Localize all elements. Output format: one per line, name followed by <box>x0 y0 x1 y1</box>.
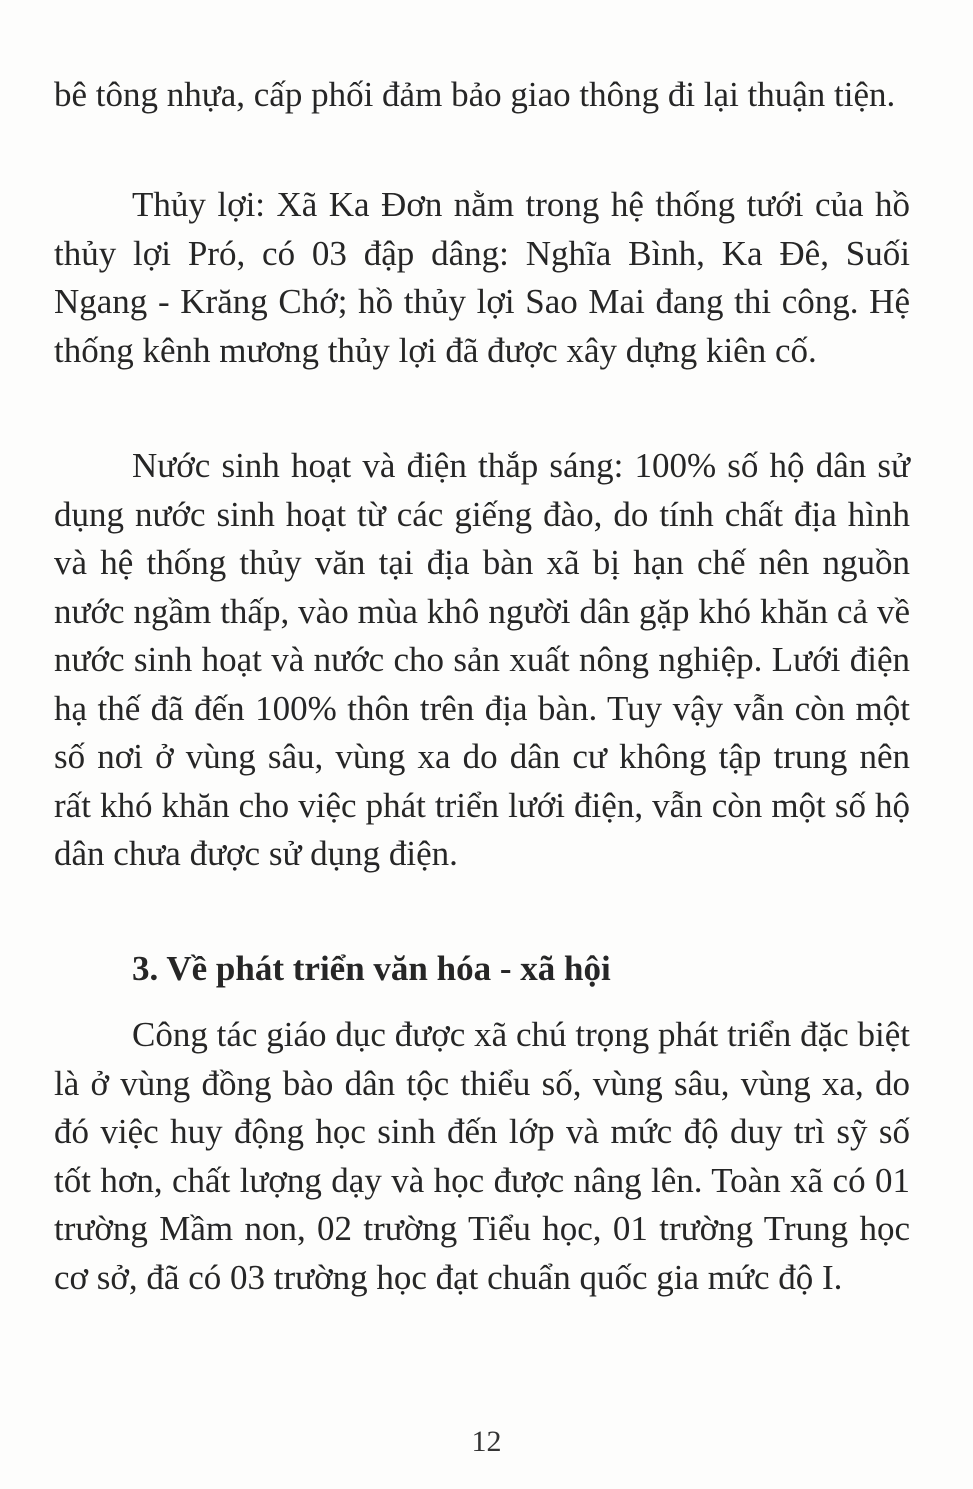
paragraph-text: Nước sinh hoạt và điện thắp sáng: 100% số hộ dân sử dụng nước sinh hoạt từ các giếng đào, do tính chất địa hình và hệ thống thủy văn tại địa bàn xã bị hạn chế nên nguồn nước ngầm thấp, vào mùa khô người dân gặp khó khăn cả về nước sinh hoạt và nước cho sản xuất nông nghiệp. Lưới điện hạ thế đã đến 100% thôn trên địa bàn. Tuy vậy vẫn còn một số nơi ở vùng sâu, vùng xa do dân cư không tập trung nên rất khó khăn cho việc phát triển lưới điện, vẫn còn một số hộ dân chưa được sử dụng điện. <box>54 446 910 873</box>
paragraph-education <box>54 1011 910 1302</box>
paragraph-text: Thủy lợi: Xã Ka Đơn nằm trong hệ thống tưới của hồ thủy lợi Pró, có 03 đập dâng: Nghĩa Bình, Ka Đê, Suối Ngang - Krăng Chớ; hồ thủy lợi Sao Mai đang thi công. Hệ thống kênh mương thủy lợi đã được xây dựng kiên cố. <box>54 185 910 370</box>
section-heading: 3. Về phát triển văn hóa - xã hội <box>132 949 611 988</box>
paragraph-text: Công tác giáo dục được xã chú trọng phát triển đặc biệt là ở vùng đồng bào dân tộc thiểu số, vùng sâu, vùng xa, do đó việc huy động học sinh đến lớp và mức độ duy trì sỹ số tốt hơn, chất lượng dạy và học được nâng lên. Toàn xã có 01 trường Mầm non, 02 trường Tiểu học, 01 trường Trung học cơ sở, đã có 03 trường học đạt chuẩn quốc gia mức độ I. <box>54 1015 910 1297</box>
page-number: 12 <box>471 1425 502 1458</box>
paragraph-text: bê tông nhựa, cấp phối đảm bảo giao thông đi lại thuận tiện. <box>54 75 896 114</box>
paragraph-continuation <box>54 71 910 120</box>
paragraph-water-electricity <box>54 442 910 879</box>
paragraph-irrigation <box>54 181 910 375</box>
